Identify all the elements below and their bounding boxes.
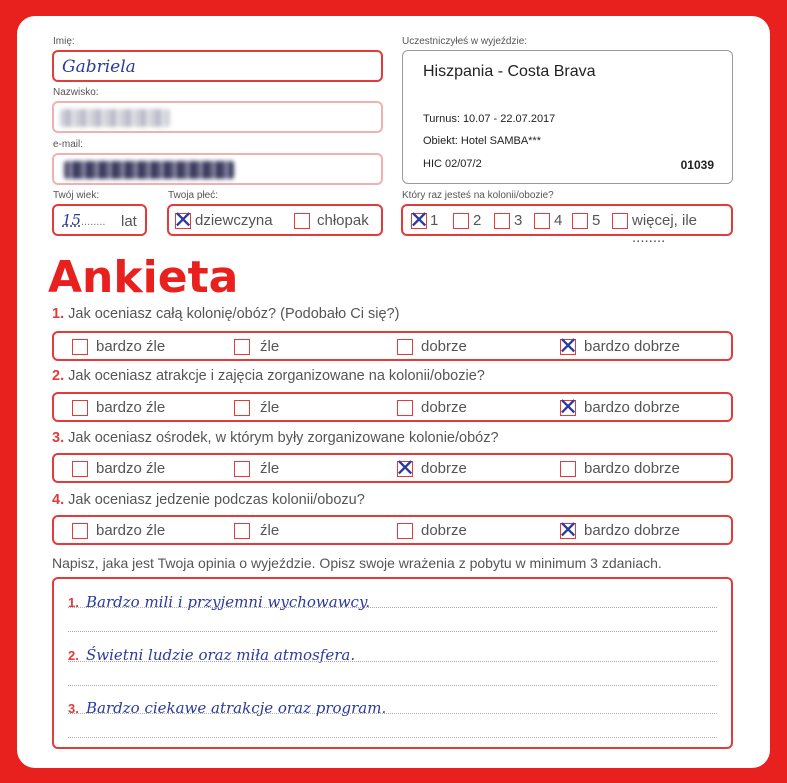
checkmark-x-icon: ✕ <box>558 393 579 421</box>
surname-redacted <box>60 109 170 127</box>
times-5-label: 5 <box>592 212 601 229</box>
dotted-line <box>68 685 717 686</box>
q2-zle-checkbox[interactable] <box>234 400 250 416</box>
trip-turnus: Turnus: 10.07 - 22.07.2017 <box>423 113 556 125</box>
question-number: 1. <box>52 306 65 322</box>
question-text: Jak oceniasz ośrodek, w którym były zorganizowane kolonie/obóz? <box>68 430 499 446</box>
q4-bardzo-zle-checkbox[interactable] <box>72 523 88 539</box>
q2-option-2: źle <box>260 399 280 416</box>
age-label: Twój wiek: <box>53 190 100 201</box>
trip-obiekt: Obiekt: Hotel SAMBA*** <box>423 135 541 147</box>
dotted-line <box>68 737 717 738</box>
times-3-label: 3 <box>514 212 523 229</box>
question-text: Jak oceniasz jedzenie podczas kolonii/obozu? <box>68 492 365 508</box>
q2-bardzo-zle-checkbox[interactable] <box>72 400 88 416</box>
q3-option-3: dobrze <box>421 460 467 477</box>
question-number: 3. <box>52 430 65 446</box>
gender-field[interactable] <box>167 204 383 236</box>
q3-bardzo-zle-checkbox[interactable] <box>72 461 88 477</box>
q4-option-4: bardzo dobrze <box>584 522 680 539</box>
dotted-line <box>68 607 717 608</box>
answer-row-1[interactable] <box>52 331 733 361</box>
question-2 <box>52 368 485 384</box>
trip-info-box <box>402 50 733 184</box>
q1-option-2: źle <box>260 338 280 355</box>
q1-bardzo-dobrze-checkbox[interactable] <box>558 332 579 360</box>
opinion-line-text: Świetni ludzie oraz miła atmosfera. <box>86 646 356 664</box>
dotted-line <box>68 713 717 714</box>
q4-dobrze-checkbox[interactable] <box>397 523 413 539</box>
dotted-line <box>68 631 717 632</box>
q3-option-1: bardzo źle <box>96 460 166 477</box>
q4-zle-checkbox[interactable] <box>234 523 250 539</box>
email-field[interactable] <box>52 153 383 185</box>
q1-zle-checkbox[interactable] <box>234 339 250 355</box>
gender-girl-label: dziewczyna <box>195 212 273 229</box>
question-text: Jak oceniasz całą kolonię/obóz? (Podobało Ci się?) <box>68 306 400 322</box>
times-4-label: 4 <box>554 212 563 229</box>
gender-boy-label: chłopak <box>317 212 369 229</box>
opinion-prompt: Napisz, jaka jest Twoja opinia o wyjeździe. Opisz swoje wrażenia z pobytu w minimum 3 zdaniach. <box>52 555 662 571</box>
q2-option-1: bardzo źle <box>96 399 166 416</box>
opinion-line-number: 3. <box>68 701 79 716</box>
opinion-line-number: 1. <box>68 595 79 610</box>
question-1 <box>52 306 399 322</box>
dotted-line <box>68 661 717 662</box>
name-label: Imię: <box>53 36 75 47</box>
times-3-checkbox[interactable] <box>494 213 510 229</box>
q1-option-1: bardzo źle <box>96 338 166 355</box>
checkmark-x-icon: ✕ <box>558 332 579 360</box>
gender-label: Twoja płeć: <box>168 190 219 201</box>
answer-row-2[interactable] <box>52 392 733 422</box>
opinion-line-number: 2. <box>68 648 79 663</box>
times-field[interactable] <box>401 204 733 246</box>
answer-row-3[interactable] <box>52 453 733 483</box>
email-redacted <box>64 161 234 179</box>
survey-title: Ankieta <box>48 252 239 303</box>
trip-destination: Hiszpania - Costa Brava <box>423 63 596 80</box>
checkmark-x-icon: ✕ <box>409 206 430 234</box>
checkmark-x-icon: ✕ <box>558 516 579 544</box>
times-1-label: 1 <box>430 212 439 229</box>
q4-option-1: bardzo źle <box>96 522 166 539</box>
gender-girl-checkbox[interactable] <box>173 206 194 234</box>
opinion-line-text: Bardzo ciekawe atrakcje oraz program. <box>86 699 387 717</box>
checkmark-x-icon: ✕ <box>173 206 194 234</box>
name-value: Gabriela <box>62 57 136 77</box>
surname-field[interactable] <box>52 101 383 133</box>
q3-zle-checkbox[interactable] <box>234 461 250 477</box>
opinion-box[interactable] <box>52 577 733 749</box>
times-2-checkbox[interactable] <box>453 213 469 229</box>
times-more-checkbox[interactable] <box>612 213 628 229</box>
trip-number: 01039 <box>680 158 714 172</box>
times-5-checkbox[interactable] <box>572 213 588 229</box>
answer-row-4[interactable] <box>52 515 733 545</box>
times-more-label: więcej, ile ........ <box>632 212 698 246</box>
email-label: e-mail: <box>53 139 84 150</box>
q3-dobrze-checkbox[interactable] <box>395 454 416 482</box>
q3-option-4: bardzo dobrze <box>584 460 680 477</box>
age-unit: lat <box>121 213 137 230</box>
q3-bardzo-dobrze-checkbox[interactable] <box>560 461 576 477</box>
age-value: 15 <box>62 211 82 229</box>
times-2-label: 2 <box>473 212 482 229</box>
checkmark-x-icon: ✕ <box>395 454 416 482</box>
question-3 <box>52 430 499 446</box>
surname-label: Nazwisko: <box>53 87 99 98</box>
q1-option-3: dobrze <box>421 338 467 355</box>
q2-bardzo-dobrze-checkbox[interactable] <box>558 393 579 421</box>
times-4-checkbox[interactable] <box>534 213 550 229</box>
q4-bardzo-dobrze-checkbox[interactable] <box>558 516 579 544</box>
q1-option-4: bardzo dobrze <box>584 338 680 355</box>
question-number: 2. <box>52 368 65 384</box>
gender-boy-checkbox[interactable] <box>294 213 310 229</box>
age-dots: ........ <box>81 216 106 228</box>
times-label: Który raz jesteś na kolonii/obozie? <box>402 190 554 201</box>
q2-option-4: bardzo dobrze <box>584 399 680 416</box>
question-text: Jak oceniasz atrakcje i zajęcia zorganizowane na kolonii/obozie? <box>68 368 485 384</box>
times-1-checkbox[interactable] <box>409 206 430 234</box>
q4-option-2: źle <box>260 522 280 539</box>
trip-label: Uczestniczyłeś w wyjeździe: <box>402 36 528 47</box>
q2-dobrze-checkbox[interactable] <box>397 400 413 416</box>
q4-option-3: dobrze <box>421 522 467 539</box>
q1-dobrze-checkbox[interactable] <box>397 339 413 355</box>
q2-option-3: dobrze <box>421 399 467 416</box>
name-field[interactable] <box>52 50 383 82</box>
question-number: 4. <box>52 492 65 508</box>
q3-option-2: źle <box>260 460 280 477</box>
q1-bardzo-zle-checkbox[interactable] <box>72 339 88 355</box>
age-field[interactable] <box>52 204 147 236</box>
trip-code: HIC 02/07/2 <box>423 158 482 170</box>
opinion-line-text: Bardzo mili i przyjemni wychowawcy. <box>86 593 371 611</box>
question-4 <box>52 492 365 508</box>
